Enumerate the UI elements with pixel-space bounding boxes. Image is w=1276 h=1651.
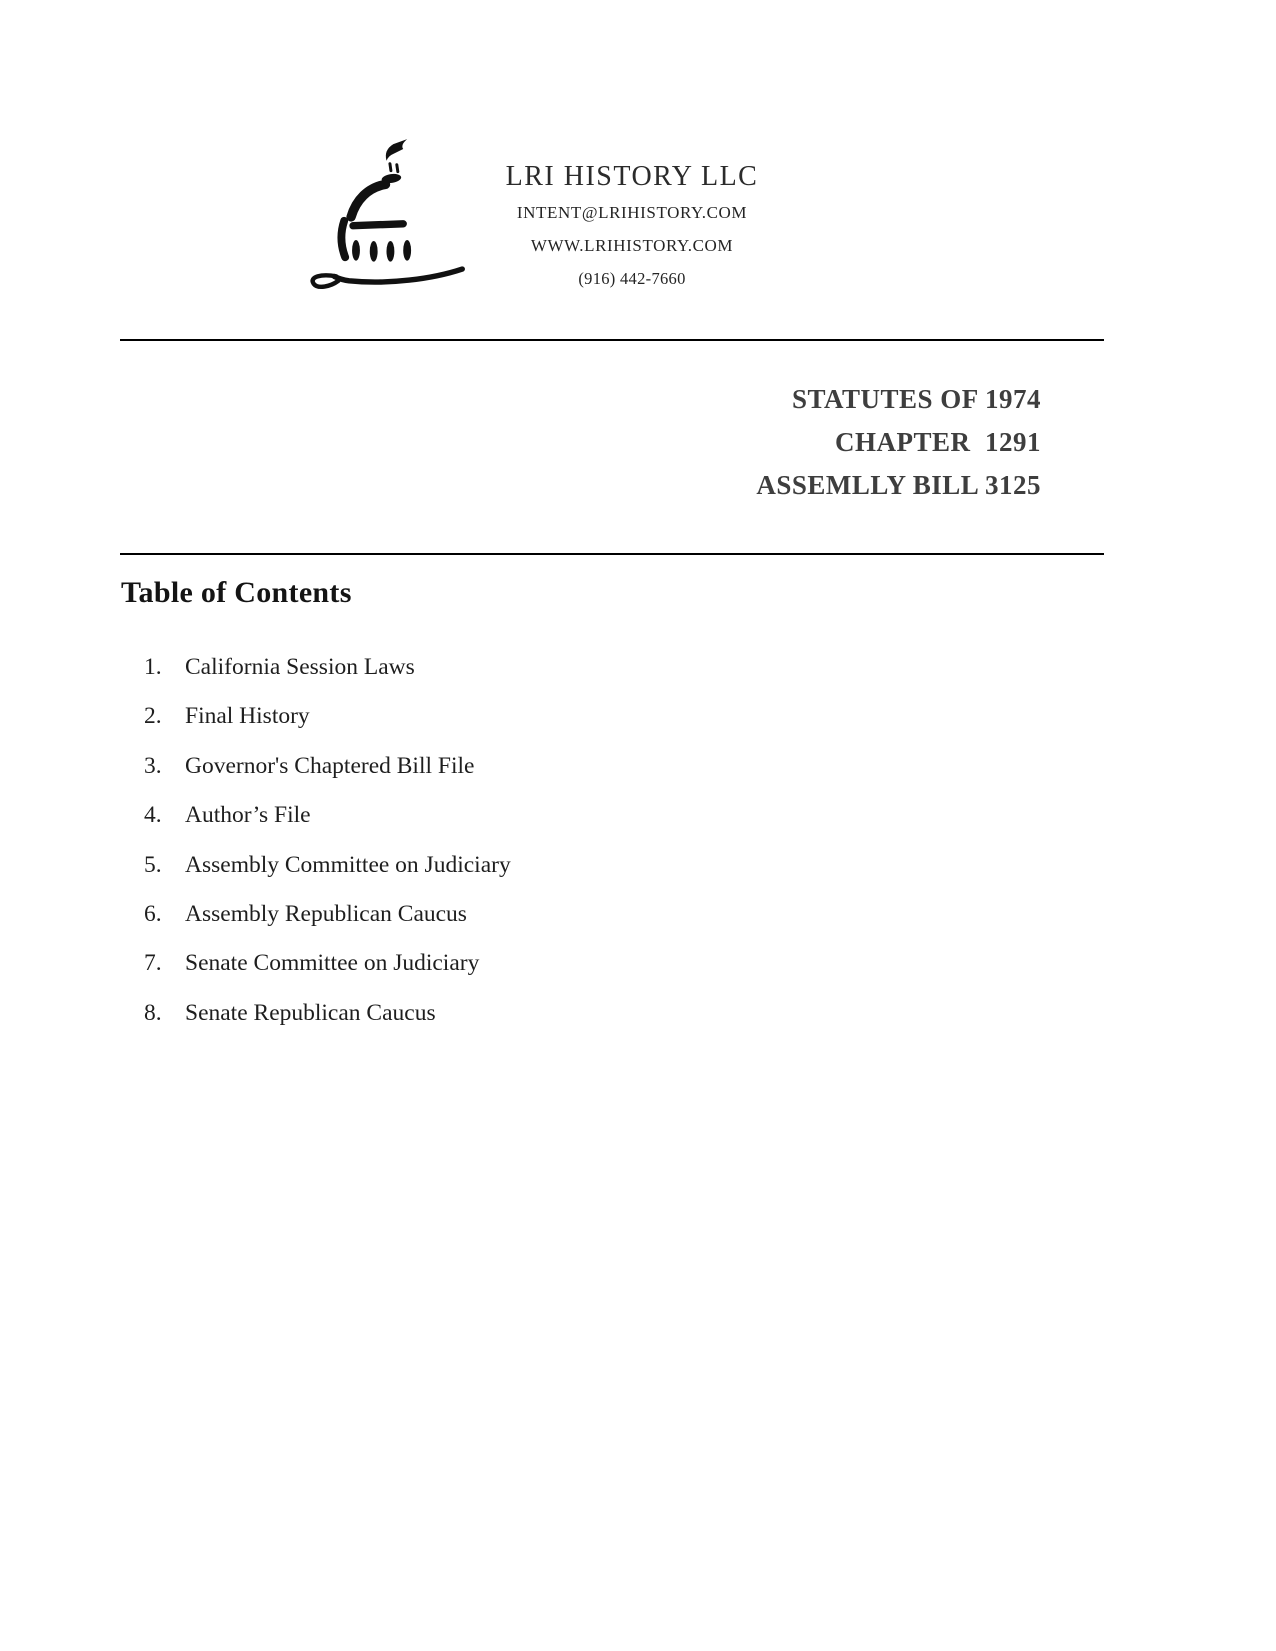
item-number: 1.	[144, 654, 162, 680]
logo-flag-shape	[386, 139, 407, 161]
chapter-line: CHAPTER 1291	[834, 427, 1041, 457]
email-address: INTENT@LRIHISTORY.COM	[516, 203, 748, 222]
divider-bottom	[120, 553, 1104, 555]
logo-base-stroke	[353, 224, 403, 226]
phone-number: (916) 442-7660	[578, 269, 686, 288]
toc-item-4	[144, 791, 844, 840]
item-label: Senate Republican Caucus	[185, 999, 436, 1026]
letterhead	[452, 158, 812, 295]
logo-column-3	[386, 241, 394, 262]
item-number: 5.	[144, 851, 162, 878]
item-label: Senate Committee on Judiciary	[185, 950, 480, 977]
logo-column-4	[403, 240, 411, 261]
item-label: Final History	[185, 703, 310, 730]
logo-column-2	[370, 241, 378, 262]
assembly-bill-line: ASSEMLLY BILL 3125	[756, 470, 1041, 500]
toc-item-1	[144, 643, 844, 692]
toc-item-7	[144, 939, 844, 988]
item-label: California Session Laws	[185, 654, 415, 680]
toc-heading: Table of Contents	[121, 576, 352, 609]
item-number: 2.	[144, 703, 162, 730]
item-number: 7.	[144, 950, 162, 977]
item-number: 3.	[144, 752, 162, 779]
logo-column-1	[352, 240, 360, 261]
item-number: 6.	[144, 900, 162, 927]
item-label: Governor's Chaptered Bill File	[185, 752, 475, 779]
company-name: LRI HISTORY LLC	[505, 161, 759, 192]
toc-item-5	[144, 841, 844, 890]
capitol-dome-logo-icon	[295, 126, 477, 294]
item-label: Assembly Republican Caucus	[185, 900, 467, 927]
toc-item-8	[144, 989, 844, 1038]
toc-item-6	[144, 890, 844, 939]
logo-tick-1	[390, 164, 391, 171]
logo-swoosh-hook	[313, 275, 339, 286]
item-label: Author’s File	[185, 802, 311, 829]
toc-item-2	[144, 692, 844, 741]
toc-list	[144, 643, 844, 1038]
statutes-year-line: STATUTES OF 1974	[791, 384, 1041, 414]
item-number: 8.	[144, 999, 162, 1026]
logo-left-stroke	[341, 221, 345, 257]
divider-top	[120, 339, 1104, 341]
statute-title-block	[756, 378, 1041, 507]
item-number: 4.	[144, 802, 162, 829]
logo-dome-stroke	[351, 184, 385, 216]
logo-swoosh-stroke	[334, 269, 462, 282]
toc-item-3	[144, 742, 844, 791]
logo-tick-2	[397, 165, 398, 172]
item-label: Assembly Committee on Judiciary	[185, 851, 511, 878]
website-url: WWW.LRIHISTORY.COM	[530, 236, 734, 255]
